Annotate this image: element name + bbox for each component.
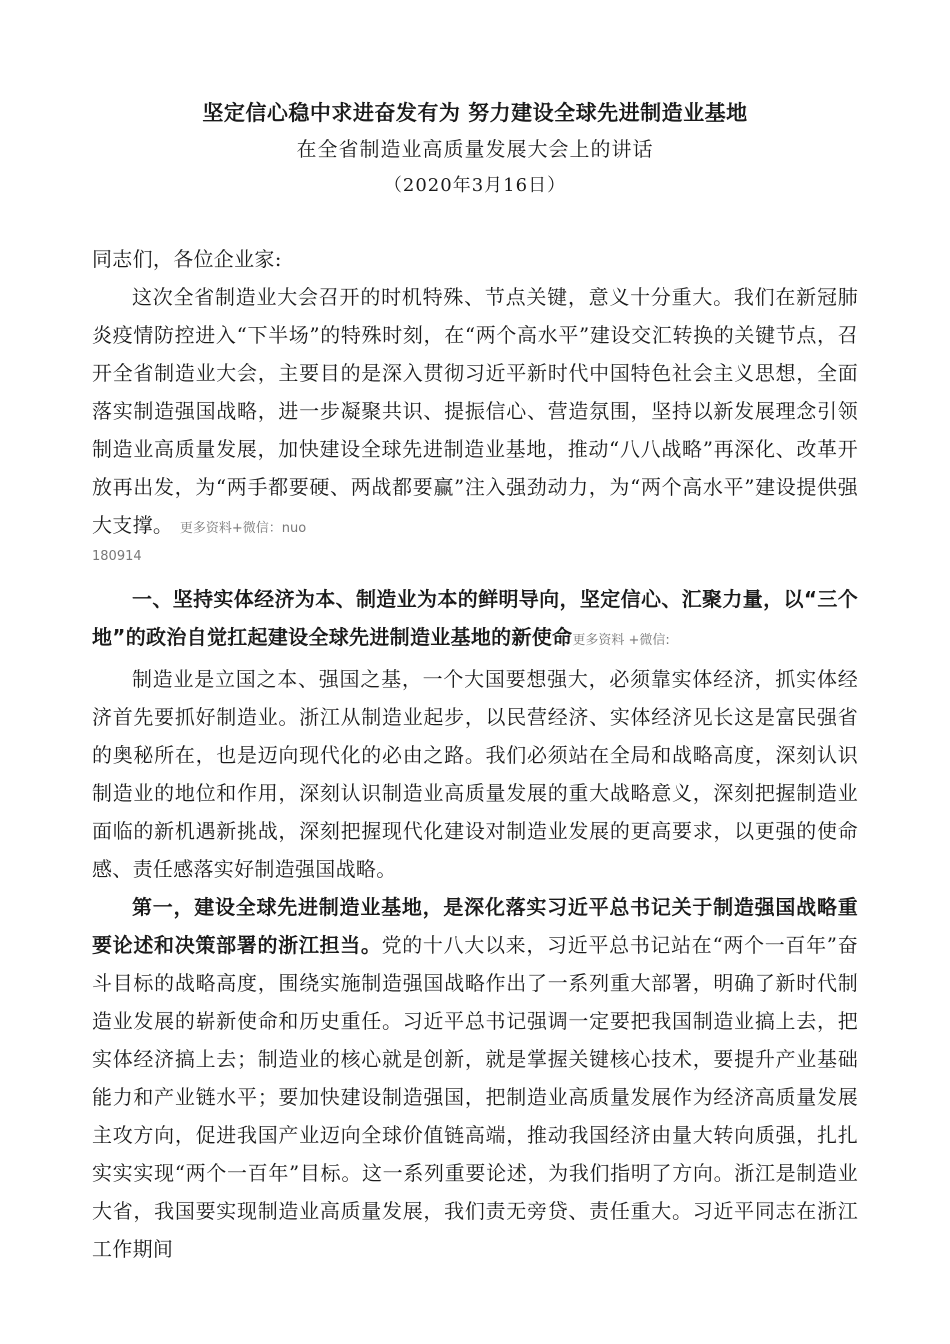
salutation: 同志们，各位企业家: — [92, 247, 282, 271]
section-heading-1-text: 一、坚持实体经济为本、制造业为本的鲜明导向，坚定信心、汇聚力量，以“三个地”的政治自觉扛起建设全球先进制造业基地的新使命 — [92, 587, 858, 649]
paragraph-3-text: 党的十八大以来，习近平总书记站在“两个一百年”奋斗目标的战略高度，围绕实施制造强国战略作出了一系列重大部署，明确了新时代制造业发展的崭新使命和历史重任。习近平总书记强调一定要把我国制造业搞上去，把实体经济搞上去；制造业的核心就是创新，就是掌握关键核心技术，要提升产业基础能力和产业链水平；要加快建设制造强国，把制造业高质量发展作为经济高质量发展主攻方向，促进我国产业迈向全球价值链高端，推动我国经济由量大转向质强，扎扎实实实现“两个一百年”目标。这一系列重要论述，为我们指明了方向。浙江是制造业大省，我国要实现制造业高质量发展，我们责无旁贷、责任重大。习近平同志在浙江工作期间 — [92, 933, 859, 1261]
watermark-text-cont: 180914 — [92, 549, 142, 564]
paragraph-1-text: 这次全省制造业大会召开的时机特殊、节点关键，意义十分重大。我们在新冠肺炎疫情防控进入“下半场”的特殊时刻，在“两个高水平”建设交汇转换的关键节点，召开全省制造业大会，主要目的是深入贯彻习近平新时代中国特色社会主义思想，全面落实制造强国战略，进一步凝聚共识、提振信心、营造氛围，坚持以新发展理念引领制造业高质量发展，加快建设全球先进制造业基地，推动“八八战略”再深化、改革开放再出发，为“两手都要硬、两战都要赢”注入强劲动力，为“两个高水平”建设提供强大支撑。 — [92, 285, 858, 537]
paragraph-3 — [92, 888, 858, 1268]
document-date: （2020年3月16日） — [383, 175, 567, 196]
section-heading-1 — [92, 580, 858, 660]
document-body — [92, 240, 858, 1268]
watermark-text-2: 更多资料 +微信: — [572, 633, 670, 648]
watermark-text: 更多资料+微信：nuo — [179, 521, 307, 536]
document-subtitle: 在全省制造业高质量发展大会上的讲话 — [296, 137, 654, 161]
paragraph-2: 制造业是立国之本、强国之基，一个大国要想强大，必须靠实体经济，抓实体经济首先要抓好制造业。浙江从制造业起步，以民营经济、实体经济见长这是富民强省的奥秘所在，也是迈向现代化的必由之路。我们必须站在全局和战略高度，深刻认识制造业的地位和作用，深刻认识制造业高质量发展的重大战略意义，深刻把握制造业面临的新机遇新挑战，深刻把握现代化建设对制造业发展的更高要求，以更强的使命感、责任感落实好制造强国战略。 — [92, 667, 858, 881]
document-title: 坚定信心稳中求进奋发有为 努力建设全球先进制造业基地 — [202, 100, 748, 125]
paragraph-3-lead: 第一，建设全球先进制造业基地，是深化落实习近平总书记关于制造强国战略重要论述和决策部署的浙江担当。 — [92, 895, 858, 957]
paragraph-1 — [92, 278, 858, 548]
